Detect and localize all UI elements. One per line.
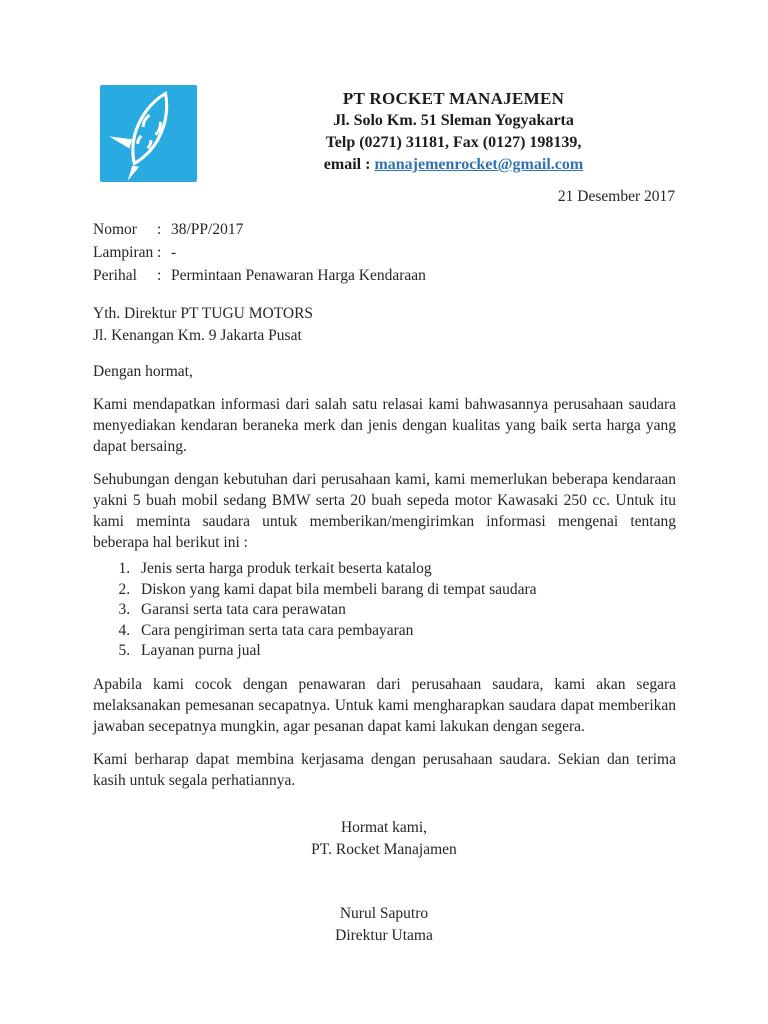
closing-block (0, 791, 768, 861)
company-phone-fax: Telp (0271) 31181, Fax (0127) 198139, (325, 134, 582, 151)
company-email-line (197, 154, 710, 176)
paragraph-3: Apabila kami cocok dengan penawaran dari perusahaan saudara, kami akan segara melaksanakan pemesanan secapatnya. Untuk kami mengharapkan saudara dapat memberikan jawaban secepatnya mungkin, agar pesanan dapat kami lakukan dengan segera. (93, 675, 676, 735)
paragraph-1: Kami mendapatkan informasi dari salah satu relasai kami bahwasannya perusahaan saudara menyediakan kendaran beraneka merk dan jenis dengan kualitas yang baik serta harga yang dapat bersaing. (93, 396, 676, 455)
list-item: 3. Garansi serta tata cara perawatan (134, 600, 675, 621)
recipient-line1: Yth. Direktur PT TUGU MOTORS (93, 305, 314, 322)
reference-label: Nomor (93, 221, 137, 238)
paragraph-4: Kami berharap dapat membina kerjasama dengan perusahaan saudara. Sekian dan terima kasih untuk segala perhatiannya. (93, 750, 676, 789)
reference-value: 38/PP/2017 (171, 221, 244, 238)
reference-separator: : (157, 244, 162, 261)
reference-separator: : (157, 221, 162, 238)
reference-row-nomor (93, 218, 675, 241)
list-item: 1. Jenis serta harga produk terkait beserta katalog (134, 559, 675, 580)
company-address: Jl. Solo Km. 51 Sleman Yogyakarta (333, 112, 574, 129)
reference-value: Permintaan Penawaran Harga Kendaraan (171, 267, 426, 284)
salutation: Dengan hormat, (93, 363, 193, 380)
signature-space (0, 861, 768, 903)
rocket-icon (100, 85, 197, 182)
list-item: 4. Cara pengiriman serta tata cara pembayaran (134, 621, 675, 642)
email-label: email : (323, 156, 375, 173)
letterhead (0, 0, 768, 182)
signer-title: Direktur Utama (335, 926, 433, 944)
signer-name: Nurul Saputro (339, 904, 429, 922)
company-logo (100, 85, 197, 182)
recipient-block (0, 287, 768, 347)
letter-date: 21 Desember 2017 (557, 188, 675, 205)
company-name: PT ROCKET MANAJEMEN (342, 89, 565, 108)
recipient-line2: Jl. Kenangan Km. 9 Jakarta Pusat (93, 327, 302, 344)
list-item: 2. Diskon yang kami dapat bila membeli barang di tempat saudara (134, 580, 675, 601)
reference-row-lampiran (93, 241, 675, 264)
reference-label: Perihal (93, 267, 137, 284)
reference-separator: : (157, 267, 162, 284)
paragraph-2: Sehubungan dengan kebutuhan dari perusahaan kami, kami memerlukan beberapa kendaraan yakni 5 buah mobil sedang BMW serta 20 buah sepeda motor Kawasaki 250 cc. Untuk itu kami meminta saudara untuk memberikan/mengirimkan informasi mengenai tentang beberapa hal berikut ini : (93, 471, 676, 551)
letterhead-text (197, 85, 710, 176)
reference-label: Lampiran (93, 244, 154, 261)
closing-line2: PT. Rocket Manajamen (311, 840, 457, 858)
list-item: 5. Layanan purna jual (134, 641, 675, 662)
closing-line1: Hormat kami, (340, 818, 428, 836)
signer-block (0, 903, 768, 947)
reference-row-perihal (93, 264, 675, 287)
requirements-list (93, 559, 675, 662)
reference-block (0, 207, 768, 287)
reference-value: - (171, 244, 177, 261)
email-link[interactable]: manajemenrocket@gmail.com (374, 156, 584, 173)
